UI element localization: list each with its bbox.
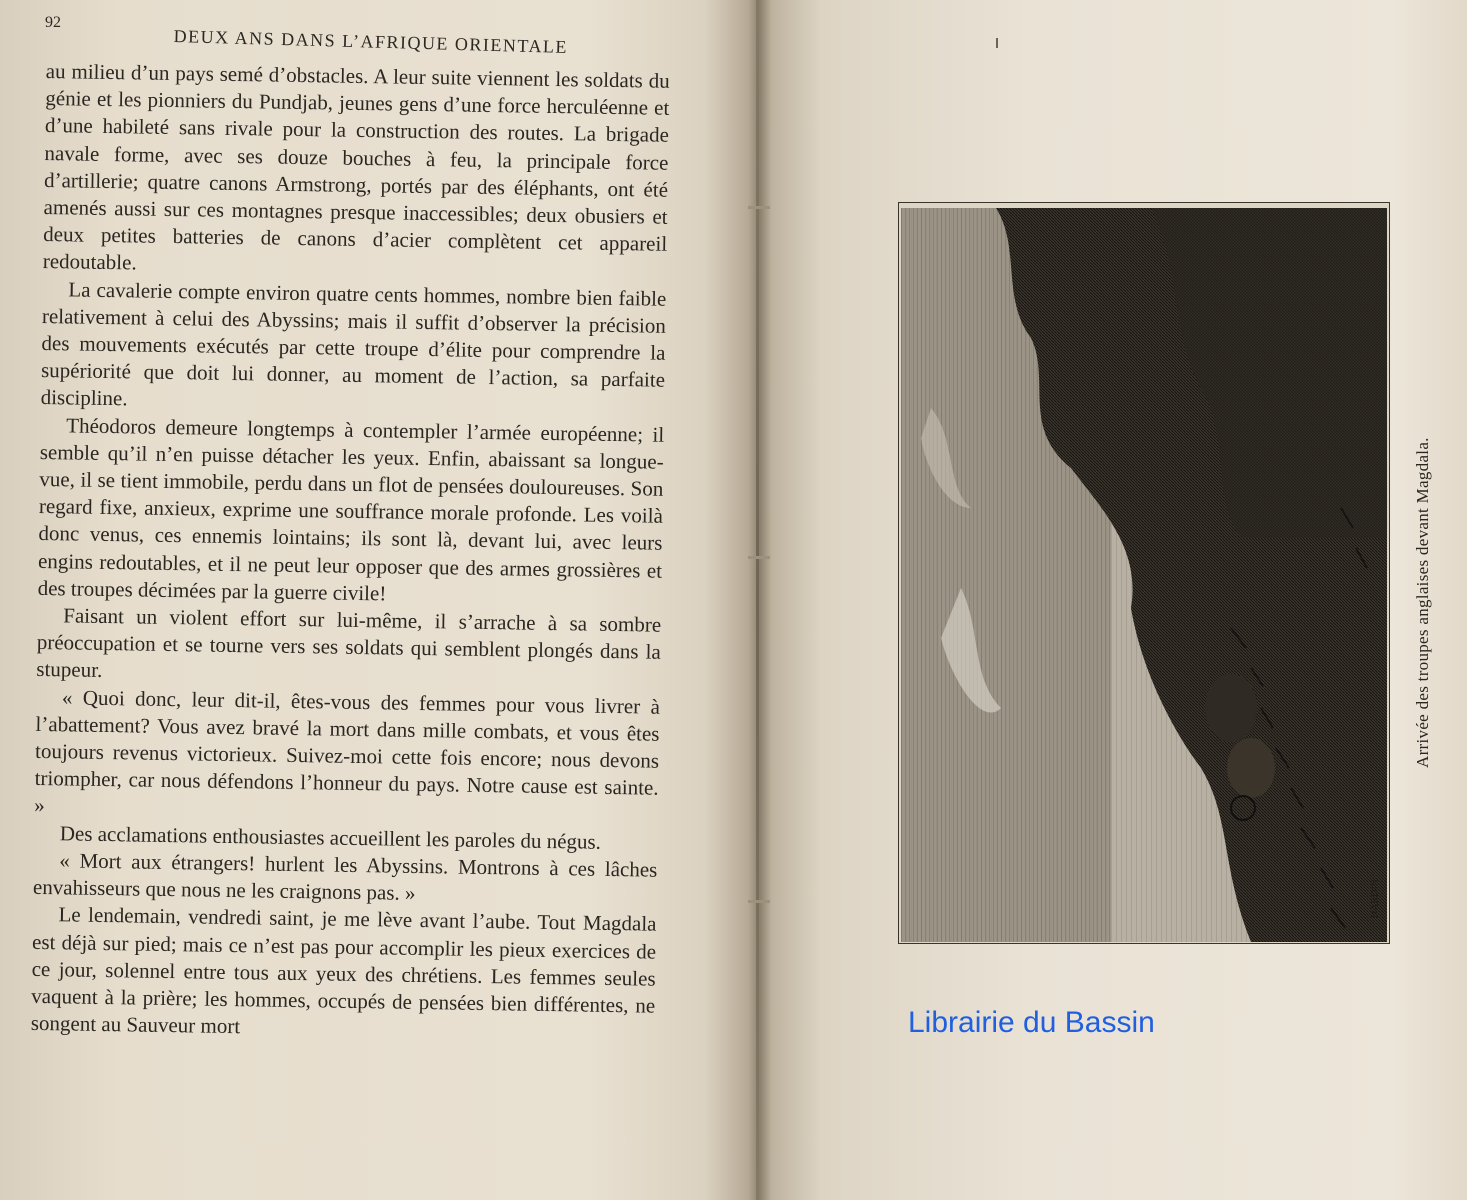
plate-caption: Arrivée des troupes anglaises devant Magdala.	[1413, 437, 1432, 768]
watermark-text: Librairie du Bassin	[908, 1006, 1155, 1039]
body-text	[31, 58, 670, 1047]
paragraph: Des acclamations enthousiastes accueillent les paroles du négus.	[59, 821, 602, 854]
running-head: DEUX ANS DANS L’AFRIQUE ORIENTALE	[173, 26, 569, 58]
paragraph: La cavalerie compte environ quatre cents hommes, nombre bien faible relativement à celui des Abyssins; mais il suffit d’observer la précision des mouvements exécutés par cette troupe d’élite pour comprendre la supériorité que doit lui donner, au moment de l’action, sa parfaite discipline.	[40, 277, 667, 411]
binding-stitch	[748, 900, 770, 903]
paragraph: Le lendemain, vendredi saint, je me lève avant l’aube. Tout Magdala est déjà sur pied; mais ce n’est pas pour accomplir les pieux exercices de ce jour, solennel entre tous aux yeux des chrétiens. Les femmes seules vaquent à la prière; les hommes, occupés de pensées bien différentes, ne songent au Sauveur mort	[30, 902, 657, 1039]
page-mark	[996, 38, 998, 48]
paragraph: « Mort aux étrangers! hurlent les Abyssins. Montrons à ces lâches envahisseurs que nous ne les craignons pas. »	[32, 848, 658, 905]
paragraph: « Quoi donc, leur dit-il, êtes-vous des femmes pour vous livrer à l’abattement? Vous avez bravé la mort dans mille combats, et vous êtes toujours revenus victorieux. Suivez-moi cette fois encore; nous devons triompher, car nous défendons l’honneur du pays. Notre cause est sainte. »	[34, 685, 661, 818]
book-gutter	[756, 0, 759, 1200]
artist-signature: HARDIN	[1370, 879, 1381, 918]
paragraph: Théodoros demeure longtemps à contempler l’armée européenne; il semble qu’il n’en puisse détacher les yeux. Enfin, abaissant sa longue-vue, il se tient immobile, perdu dans un flot de pensées douloureuses. Son regard fixe, anxieux, exprime une souffrance morale profonde. Les voilà donc venus, ces ennemis lointains; ils sont là, devant lui, avec leurs engins redoutables, et il ne peut leur opposer que des armes grossières et des troupes décimées par la guerre civile!	[37, 413, 665, 606]
binding-stitch	[748, 556, 770, 559]
engraving-illustration	[901, 208, 1387, 942]
binding-stitch	[748, 206, 770, 209]
page-number: 92	[45, 14, 61, 31]
paragraph: au milieu d’un pays semé d’obstacles. A leur suite viennent les soldats du génie et les pionniers du Pundjab, jeunes gens d’une force herculéenne et d’une habileté sans rivale pour la construction des routes. La brigade navale forme, avec ses douze bouches à feu, la principale force d’artillerie; quatre canons Armstrong, portés par des éléphants, ont été amenés aussi sur ces montagnes presque inaccessibles; deux obusiers et deux petites batteries de canons d’acier complètent cet appareil redoutable.	[42, 58, 670, 275]
paragraph: Faisant un violent effort sur lui-même, il s’arrache à sa sombre préoccupation et se tourne vers ses soldats qui semblent plongés dans la stupeur.	[36, 603, 662, 683]
